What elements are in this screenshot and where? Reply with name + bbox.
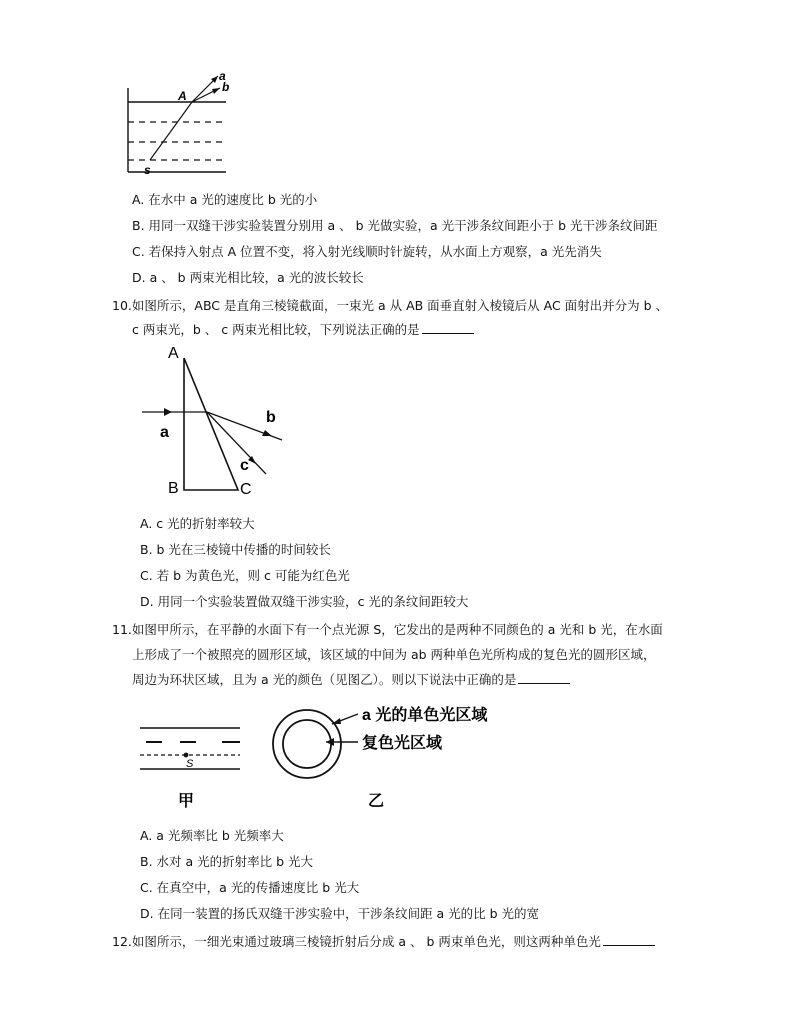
- q11-option-d: D. 在同一装置的扬氏双缝干涉实验中，干涉条纹间距 a 光的比 b 光的宽: [140, 906, 540, 921]
- q11-text-line1: 如图甲所示，在平静的水面下有一个点光源 S，它发出的是两种不同颜色的 a 光和 b 光，在水面: [131, 622, 663, 637]
- q11-stem-line1: [112, 620, 663, 638]
- q11-stem-line2: [132, 645, 656, 663]
- q11-text-line3: 周边为环状区域，且为 a 光的颜色（见图乙）。则以下说法中正确的是: [132, 672, 517, 687]
- q10-text-line1: 如图所示，ABC 是直角三棱镜截面，一束光 a 从 AB 面垂直射入棱镜后从 AC 面射出并分为 b 、: [131, 298, 669, 313]
- q11-stem-line3: [132, 670, 570, 688]
- q10-option-d: D. 用同一个实验装置做双缝干涉实验，c 光的条纹间距较大: [140, 594, 469, 609]
- q10-option-a: A. c 光的折射率较大: [140, 516, 255, 531]
- q12-answer-blank[interactable]: [603, 933, 655, 946]
- q9-label-b: b: [222, 80, 230, 94]
- q12-number: 12.: [112, 934, 132, 949]
- q9-option-a: A. 在水中 a 光的速度比 b 光的小: [132, 192, 318, 207]
- q11-figure-yi: [270, 704, 510, 814]
- q10-option-c: C. 若 b 为黄色光，则 c 可能为红色光: [140, 568, 350, 583]
- q11-ring-label: a 光的单色光区域: [362, 707, 488, 724]
- q10-label-a: a: [160, 424, 169, 441]
- q10-label-c: c: [240, 457, 249, 474]
- q11-option-b: B. 水对 a 光的折射率比 b 光大: [140, 854, 314, 869]
- q10-option-b: B. b 光在三棱镜中传播的时间较长: [140, 542, 331, 557]
- q10-stem-line2: [132, 320, 474, 338]
- q9-figure: [120, 70, 240, 180]
- q11-label-yi: 乙: [368, 793, 385, 810]
- q10-figure: [132, 340, 292, 500]
- q9-option-d: D. a 、 b 两束光相比较，a 光的波长较长: [132, 270, 364, 285]
- q9-label-a: a: [219, 69, 226, 83]
- q11-text-line2: 上形成了一个被照亮的圆形区域，该区域的中间为 ab 两种单色光所构成的复色光的圆形区域，: [132, 647, 656, 662]
- q11-answer-blank[interactable]: [518, 671, 570, 684]
- q9-label-s: s: [144, 163, 151, 177]
- q10-text-line2: c 两束光，b 、 c 两束光相比较，下列说法正确的是: [132, 322, 420, 337]
- q11-label-s: S: [186, 758, 194, 770]
- q10-label-C: C: [240, 481, 252, 498]
- q12-stem-line1: [112, 932, 655, 950]
- q10-label-b: b: [266, 409, 276, 426]
- q11-option-c: C. 在真空中，a 光的传播速度比 b 光大: [140, 880, 360, 895]
- q10-stem-line1: [112, 296, 668, 314]
- q9-option-c: C. 若保持入射点 A 位置不变，将入射光线顺时针旋转，从水面上方观察，a 光先消失: [132, 244, 602, 259]
- q11-center-label: 复色光区域: [362, 735, 443, 752]
- q10-number: 10.: [112, 298, 132, 313]
- q11-option-a: A. a 光频率比 b 光频率大: [140, 828, 284, 843]
- q11-figure-jia: [140, 722, 250, 812]
- q11-number: 11.: [112, 622, 132, 637]
- q12-text-line1: 如图所示，一细光束通过玻璃三棱镜折射后分成 a 、 b 两束单色光，则这两种单色光: [131, 934, 601, 949]
- q9-label-A: A: [178, 89, 187, 103]
- q10-label-B: B: [168, 480, 179, 497]
- q9-option-b: B. 用同一双缝干涉实验装置分别用 a 、 b 光做实验，a 光干涉条纹间距小于 b 光干涉条纹间距: [132, 218, 658, 233]
- q10-label-A: A: [168, 345, 179, 362]
- q10-answer-blank[interactable]: [422, 321, 474, 334]
- q11-label-jia: 甲: [178, 793, 195, 810]
